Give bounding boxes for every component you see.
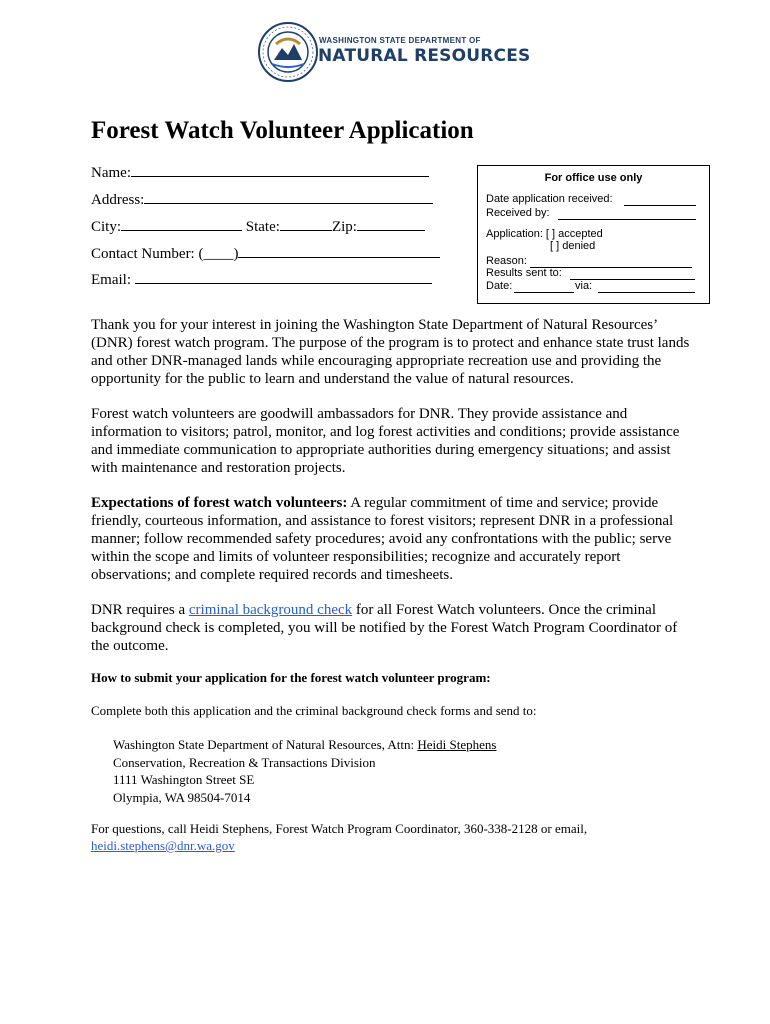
- application-accepted[interactable]: Application: [ ] accepted: [486, 228, 603, 240]
- name-field[interactable]: [91, 165, 429, 182]
- city-state-zip-field[interactable]: [91, 219, 425, 236]
- attn-name: Heidi Stephens: [417, 737, 497, 752]
- expectations-paragraph: [91, 494, 691, 584]
- page-title: Forest Watch Volunteer Application: [91, 117, 474, 144]
- date-received-line[interactable]: [624, 205, 696, 206]
- office-use-box: [477, 165, 710, 304]
- dnr-logo: [258, 22, 530, 84]
- expectations-text: A regular commitment of time and service; provide friendly, courteous information, and assistance to forest visitors; represent DNR in a professional manner; follow recommended safety procedures; avoid any confrontations with the public; serve within the scope and limits of volunteer responsibilities; recognize and accurately report observations; and complete required records and timesheets.: [91, 495, 674, 583]
- background-check-paragraph: [91, 601, 691, 655]
- city-line[interactable]: [121, 229, 242, 231]
- contact-label: Contact Number: (____): [91, 246, 239, 262]
- address-line-3: 1111 Washington Street SE: [113, 772, 255, 787]
- how-to-submit-heading: How to submit your application for the forest watch volunteer program:: [91, 670, 491, 685]
- questions-text: For questions, call Heidi Stephens, Forest Watch Program Coordinator, 360-338-2128 or email,: [91, 821, 588, 836]
- address-line-4: Olympia, WA 98504-7014: [113, 789, 251, 805]
- background-check-post: for all Forest Watch volunteers. Once the criminal background check is completed, you will be notified by the Forest Watch Program Coordinator of the outcome.: [91, 602, 678, 654]
- city-label: City:: [91, 219, 122, 235]
- date-label: Date:: [486, 280, 513, 292]
- contact-field[interactable]: [91, 246, 440, 263]
- date-line[interactable]: [514, 292, 574, 293]
- email-field[interactable]: [91, 272, 432, 289]
- email-link[interactable]: heidi.stephens@dnr.wa.gov: [91, 838, 235, 853]
- logo-main-line: NATURAL RESOURCES: [318, 46, 531, 66]
- address-line-2: Conservation, Recreation & Transactions Division: [113, 754, 376, 770]
- ambassadors-paragraph: [91, 405, 691, 477]
- received-by-label: Received by:: [486, 207, 550, 219]
- mailing-address: [113, 736, 496, 806]
- expectations-heading: Expectations of forest watch volunteers:: [91, 495, 348, 511]
- office-heading: For office use only: [544, 172, 643, 184]
- state-label: State:: [245, 219, 280, 235]
- address-line-1: Washington State Department of Natural Resources, Attn:: [113, 737, 418, 752]
- complete-instructions: Complete both this application and the criminal background check forms and send to:: [91, 703, 537, 718]
- name-label: Name:: [91, 165, 131, 181]
- address-field[interactable]: [91, 192, 433, 209]
- zip-line[interactable]: [357, 229, 425, 231]
- intro-paragraph: [91, 316, 691, 388]
- intro-text: Thank you for your interest in joining the Washington State Department of Natural Resources’ (DNR) forest watch program. The purpose of the program is to protect and enhance state trust lands and other DNR-managed lands while encouraging appropriate recreation use and providing the opportunity for the public to learn and understand the value of natural resources.: [91, 317, 690, 387]
- dnr-seal-icon: [258, 22, 318, 82]
- state-line[interactable]: [280, 229, 332, 231]
- contact-line[interactable]: [238, 256, 440, 258]
- questions-paragraph: [91, 820, 587, 854]
- address-label: Address:: [91, 192, 145, 208]
- date-received-label: Date application received:: [486, 193, 613, 205]
- address-line[interactable]: [144, 202, 433, 204]
- received-by-line[interactable]: [558, 219, 696, 220]
- logo-top-line: WASHINGTON STATE DEPARTMENT OF: [319, 36, 481, 45]
- via-label: via:: [575, 280, 593, 292]
- criminal-background-check-link[interactable]: criminal background check: [188, 602, 353, 618]
- ambassadors-text: Forest watch volunteers are goodwill ambassadors for DNR. They provide assistance and information to visitors; patrol, monitor, and log forest activities and conditions; provide assistance and immediate communication to appropriate authorities during emergency situations; and assist with maintenance and restoration projects.: [91, 406, 680, 476]
- application-denied[interactable]: [ ] denied: [550, 240, 596, 252]
- background-check-pre: DNR requires a: [91, 602, 189, 618]
- email-label: Email:: [91, 272, 131, 288]
- via-line[interactable]: [598, 292, 695, 293]
- zip-label: Zip:: [331, 219, 357, 235]
- email-line[interactable]: [135, 282, 432, 284]
- name-line[interactable]: [131, 175, 429, 177]
- results-sent-label: Results sent to:: [486, 267, 562, 279]
- reason-label: Reason:: [486, 255, 527, 267]
